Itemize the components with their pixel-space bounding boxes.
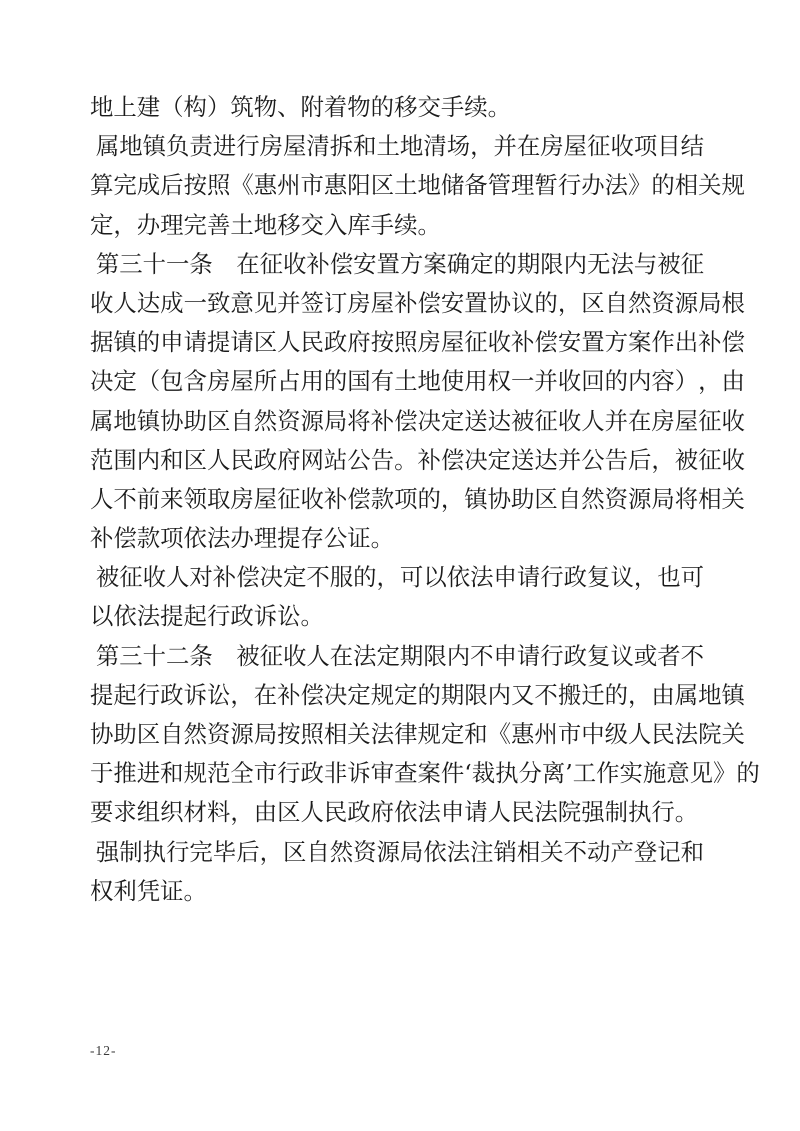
text-line: 提 起 行 政 诉 讼 ， 在 补 偿 决 定 规 定 的 期 限 内 又 不 搬 迁 的 ， 由 属 地 镇 — [90, 680, 745, 709]
text-line: 算 完 成 后 按 照 《 惠 州 市 惠 阳 区 土 地 储 备 管 理 暂 行 办 法 》 的 相 关 规 — [90, 171, 745, 200]
paragraph-body — [90, 558, 704, 636]
text-line: 收 人 达 成 一 致 意 见 并 签 订 房 屋 补 偿 安 置 协 议 的 ， 区 自 然 资 源 局 根 — [90, 288, 745, 317]
document-text-body — [90, 88, 760, 911]
page-number: -12- — [90, 1043, 117, 1058]
text-line-article-heading: 第 三 十 一 条 在 征 收 补 偿 安 置 方 案 确 定 的 期 限 内 无 法 与 被 征 — [90, 245, 704, 284]
text-line: 属 地 镇 协 助 区 自 然 资 源 局 将 补 偿 决 定 送 达 被 征 收 人 并 在 房 屋 征 收 — [90, 406, 745, 435]
paragraph-article-32 — [90, 637, 760, 833]
text-line: 补偿款项依法办理提存公证。 — [90, 524, 395, 553]
text-line-article-heading: 第 三 十 二 条 被 征 收 人 在 法 定 期 限 内 不 申 请 行 政 复 议 或 者 不 — [90, 637, 704, 676]
text-line: 于 推 进 和 规 范 全 市 行 政 非 诉 审 查 案 件 ‘ 裁 执 分 离 ’ 工 作 实 施 意 见 》 的 — [90, 759, 760, 788]
text-line: 要求组织材料，由区人民政府依法申请人民法院强制执行。 — [90, 798, 699, 827]
text-line: 被 征 收 人 对 补 偿 决 定 不 服 的 ， 可 以 依 法 申 请 行 政 复 议 ， 也 可 — [90, 558, 704, 597]
text-line: 决 定 （ 包 含 房 屋 所 占 用 的 国 有 土 地 使 用 权 一 并 收 回 的 内 容 ） ， 由 — [90, 367, 745, 396]
paragraph-continuation — [90, 88, 704, 127]
text-line: 权利凭证。 — [90, 876, 207, 905]
text-line: 属 地 镇 负 责 进 行 房 屋 清 拆 和 土 地 清 场 ， 并 在 房 屋 征 收 项 目 结 — [90, 127, 704, 166]
text-line: 以依法提起行政诉讼。 — [90, 602, 324, 631]
text-line: 据 镇 的 申 请 提 请 区 人 民 政 府 按 照 房 屋 征 收 补 偿 安 置 方 案 作 出 补 偿 — [90, 328, 745, 357]
text-line: 定，办理完善土地移交入库手续。 — [90, 210, 441, 239]
text-line: 范 围 内 和 区 人 民 政 府 网 站 公 告 。 补 偿 决 定 送 达 并 公 告 后 ， 被 征 收 — [90, 445, 745, 474]
text-line: 强 制 执 行 完 毕 后 ， 区 自 然 资 源 局 依 法 注 销 相 关 不 动 产 登 记 和 — [90, 833, 704, 872]
text-line: 人 不 前 来 领 取 房 屋 征 收 补 偿 款 项 的 ， 镇 协 助 区 自 然 资 源 局 将 相 关 — [90, 484, 745, 513]
text-line: 协 助 区 自 然 资 源 局 按 照 相 关 法 律 规 定 和 《 惠 州 市 中 级 人 民 法 院 关 — [90, 720, 745, 748]
paragraph-body — [90, 833, 704, 911]
page-footer — [90, 1042, 704, 1060]
paragraph-article-31 — [90, 245, 745, 559]
text-line: 地上建（构）筑物、附着物的移交手续。 — [90, 93, 512, 121]
paragraph-body — [90, 127, 745, 245]
